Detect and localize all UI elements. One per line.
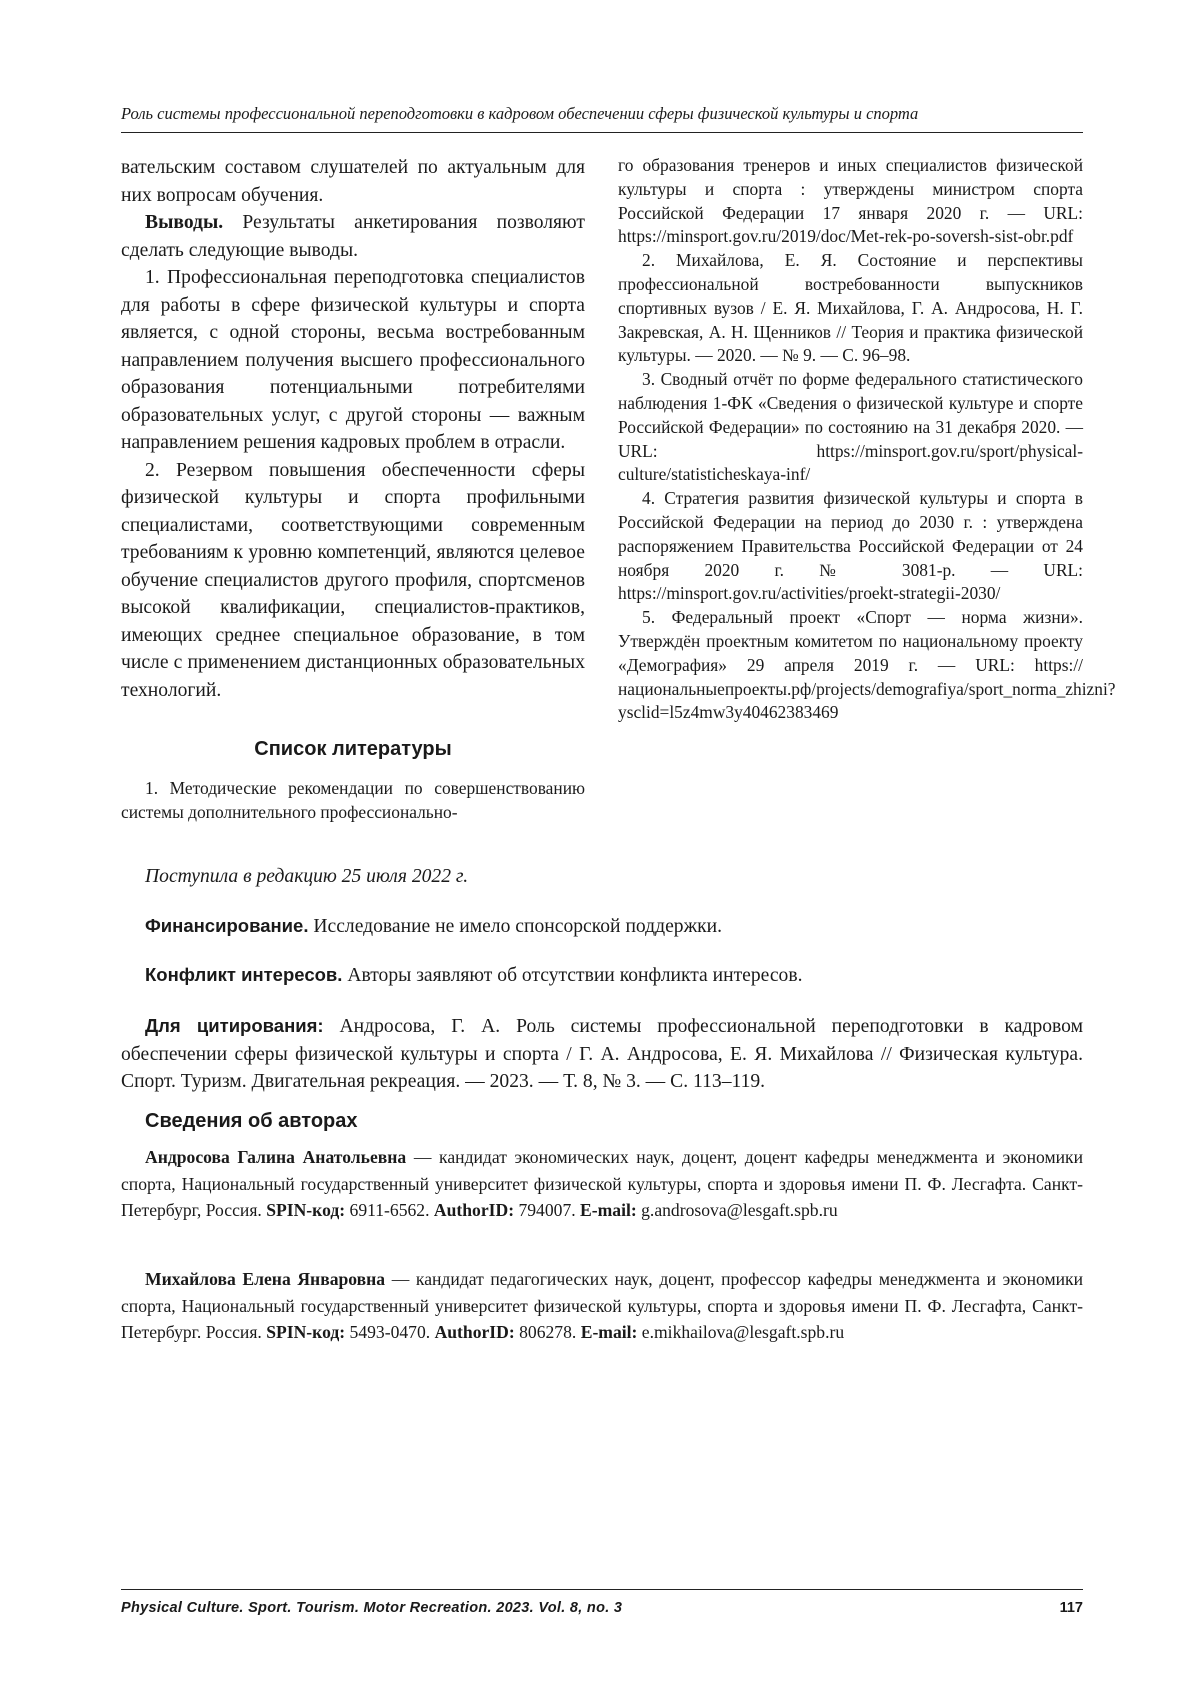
spin-value: 5493-0470. xyxy=(345,1322,435,1342)
email-value: e.mikhailova@lesgaft.spb.ru xyxy=(637,1322,845,1342)
author-description: — кандидат педагогических наук, доцент, профессор кафедры менеджмента и экономики спорта, Национальный государственный университет физической культуры, спорта и здоровья имени П. Ф. Лесгафта, Санкт-Петербург. Россия. xyxy=(121,1269,1083,1342)
right-column xyxy=(618,154,1116,725)
authorid-value: 806278. xyxy=(514,1322,581,1342)
conclusion-point-1: 1. Профессиональная переподготовка специалистов для работы в сфере физической культуры и спорта является, с одной стороны, весьма востребованным направлением получения высшего профессионального образования потенциальными потребителями образовательных услуг, с другой стороны — важным направлением решения кадровых проблем в отрасли. xyxy=(121,267,585,453)
references-heading: Список литературы xyxy=(254,738,452,760)
conclusions-paragraph xyxy=(121,209,585,264)
citation-label: Для цитирования: xyxy=(145,1015,324,1036)
authorid-value: 794007. xyxy=(514,1200,581,1220)
spin-label: SPIN-код: xyxy=(266,1200,346,1220)
email-value: g.androsova@lesgaft.spb.ru xyxy=(636,1200,838,1220)
reference-1-start: 1. Методические рекомендации по совершенствованию системы дополнительного профессионально- xyxy=(121,778,585,822)
email-label: E-mail: xyxy=(580,1322,638,1342)
conflict-statement xyxy=(121,961,1083,990)
conclusions-label: Выводы. xyxy=(145,212,224,233)
spin-value: 6911-6562. xyxy=(345,1200,434,1220)
page-number: 117 xyxy=(1059,1600,1083,1616)
funding-label: Финансирование. xyxy=(145,915,309,936)
authorid-label: AuthorID: xyxy=(433,1200,515,1220)
reference-1-continuation: го образования тренеров и иных специалистов физической культуры и спорта : утверждены министром спорта Российской Федерации 17 января 2020 г. — URL: https://minsport.gov.ru/2019/doc/Met-rek-po-soversh-sist-obr.pdf xyxy=(618,155,1083,247)
conflict-label: Конфликт интересов. xyxy=(145,964,343,985)
left-column xyxy=(121,154,585,825)
reference-4: 4. Стратегия развития физической культуры и спорта в Российской Федерации на период до 2030 г. : утверждена распоряжением Правительства Российской Федерации от 24 ноября 2020 г. № 3081-р. — URL: https://minsport.gov.ru/activities/proekt-strategii-2030/ xyxy=(618,488,1083,604)
author-entry-2 xyxy=(121,1266,1083,1346)
email-label: E-mail: xyxy=(580,1200,637,1220)
author-entry-1 xyxy=(121,1144,1083,1224)
reference-3: 3. Сводный отчёт по форме федерального статистического наблюдения 1-ФК «Сведения о физической культуре и спорте Российской Федерации» по состоянию на 31 декабря 2020. — URL: https://minsport.gov.ru/sport/physical-culture/statisticheskaya-inf/ xyxy=(618,369,1083,485)
conclusions-text: Результаты анкетирования позволяют сделать следующие выводы. xyxy=(121,212,585,261)
author-description: — кандидат экономических наук, доцент, доцент кафедры менеджмента и экономики спорта, Национальный государственный университет физической культуры, спорта и здоровья имени П. Ф. Лесгафта. Санкт-Петербург, Россия. xyxy=(121,1147,1083,1220)
author-name: Михайлова Елена Январовна xyxy=(145,1269,386,1289)
funding-statement xyxy=(121,912,1083,941)
footer-divider xyxy=(121,1589,1083,1590)
header-divider xyxy=(121,132,1083,133)
spin-label: SPIN-код: xyxy=(266,1322,346,1342)
reference-5: 5. Федеральный проект «Спорт — норма жизни». Утверждён проектным комитетом по национальному проекту «Демография» 29 апреля 2019 г. — URL: https://национальныепроекты.рф/projects/demografiya/sport_norma_zhizni?ysclid=l5z4mw3y40462383469 xyxy=(618,607,1116,723)
author-name: Андросова Галина Анатольевна xyxy=(145,1147,407,1167)
running-head: Роль системы профессиональной переподготовки в кадровом обеспечении сферы физической культуры и спорта xyxy=(121,104,919,123)
conflict-text: Авторы заявляют об отсутствии конфликта интересов. xyxy=(342,965,803,986)
received-date: Поступила в редакцию 25 июля 2022 г. xyxy=(145,866,469,887)
reference-2: 2. Михайлова, Е. Я. Состояние и перспективы профессиональной востребованности выпускников спортивных вузов / Е. Я. Михайлова, Г. А. Андросова, Н. Г. Закревская, А. Н. Щенников // Теория и практика физической культуры. — 2020. — № 9. — С. 96–98. xyxy=(618,250,1083,366)
funding-text: Исследование не имело спонсорской поддержки. xyxy=(308,916,723,937)
citation-statement xyxy=(121,1012,1083,1096)
conclusion-point-2: 2. Резервом повышения обеспеченности сферы физической культуры и спорта профильными специалистами, соответствующими современным требованиям к уровню компетенций, являются целевое обучение специалистов другого профиля, спортсменов высокой квалификации, специалистов-практиков, имеющих среднее специальное образование, в том числе с применением дистанционных образовательных технологий. xyxy=(121,459,585,701)
citation-text: Андросова, Г. А. Роль системы профессиональной переподготовки в кадровом обеспечении сферы физической культуры и спорта / Г. А. Андросова, Е. Я. Михайлова // Физическая культура. Спорт. Туризм. Двигательная рекреация. — 2023. — Т. 8, № 3. — С. 113–119. xyxy=(121,1016,1083,1092)
journal-footer: Physical Culture. Sport. Tourism. Motor Recreation. 2023. Vol. 8, no. 3 xyxy=(121,1600,623,1616)
paragraph-continuation: вательским составом слушателей по актуальным для них вопросам обучения. xyxy=(121,157,585,206)
authors-heading: Сведения об авторах xyxy=(145,1110,358,1132)
authorid-label: AuthorID: xyxy=(434,1322,515,1342)
